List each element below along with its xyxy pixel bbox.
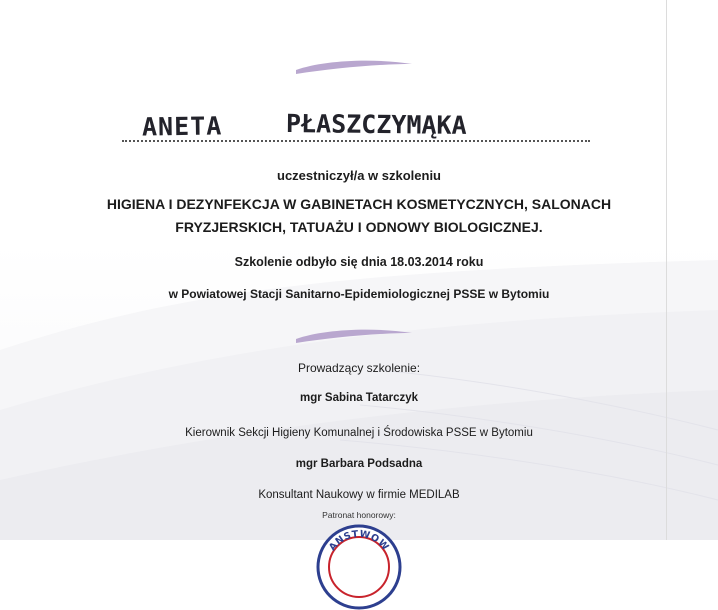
leader-2-role: Konsultant Naukowy w firmie MEDILAB <box>258 489 460 501</box>
participated-text: uczestniczył/a w szkoleniu <box>277 168 441 183</box>
seal-text: ANSTWOW <box>326 528 391 554</box>
leader-1-role: Kierownik Sekcji Higieny Komunalnej i Środowiska PSSE w Bytomiu <box>185 427 533 439</box>
leader-1-name: mgr Sabina Tatarczyk <box>299 392 419 404</box>
training-title-line2: FRYZJERSKICH, TATUAŻU I ODNOWY BIOLOGICZNEJ. <box>175 219 543 235</box>
participant-last-name: PŁASZCZYMĄKA <box>285 109 467 140</box>
participant-name <box>124 108 594 144</box>
name-dotted-line <box>122 140 590 142</box>
patron-label: Patronat honorowy: <box>322 510 396 520</box>
training-date: Szkolenie odbyło się dnia 18.03.2014 roku <box>234 255 484 269</box>
training-title-line1: HIGIENA I DEZYNFEKCJA W GABINETACH KOSMETYCZNYCH, SALONACH <box>106 196 612 212</box>
leaders-label: Prowadzący szkolenie: <box>297 361 421 375</box>
participant-first-name: ANETA <box>141 111 223 142</box>
decorative-swoosh-top <box>294 58 414 76</box>
state-seal-logo <box>316 524 402 610</box>
training-place: w Powiatowej Stacji Sanitarno-Epidemiologicznej PSSE w Bytomiu <box>168 287 550 301</box>
decorative-swoosh-middle <box>294 327 414 345</box>
leader-2-name: mgr Barbara Podsadna <box>295 458 423 470</box>
